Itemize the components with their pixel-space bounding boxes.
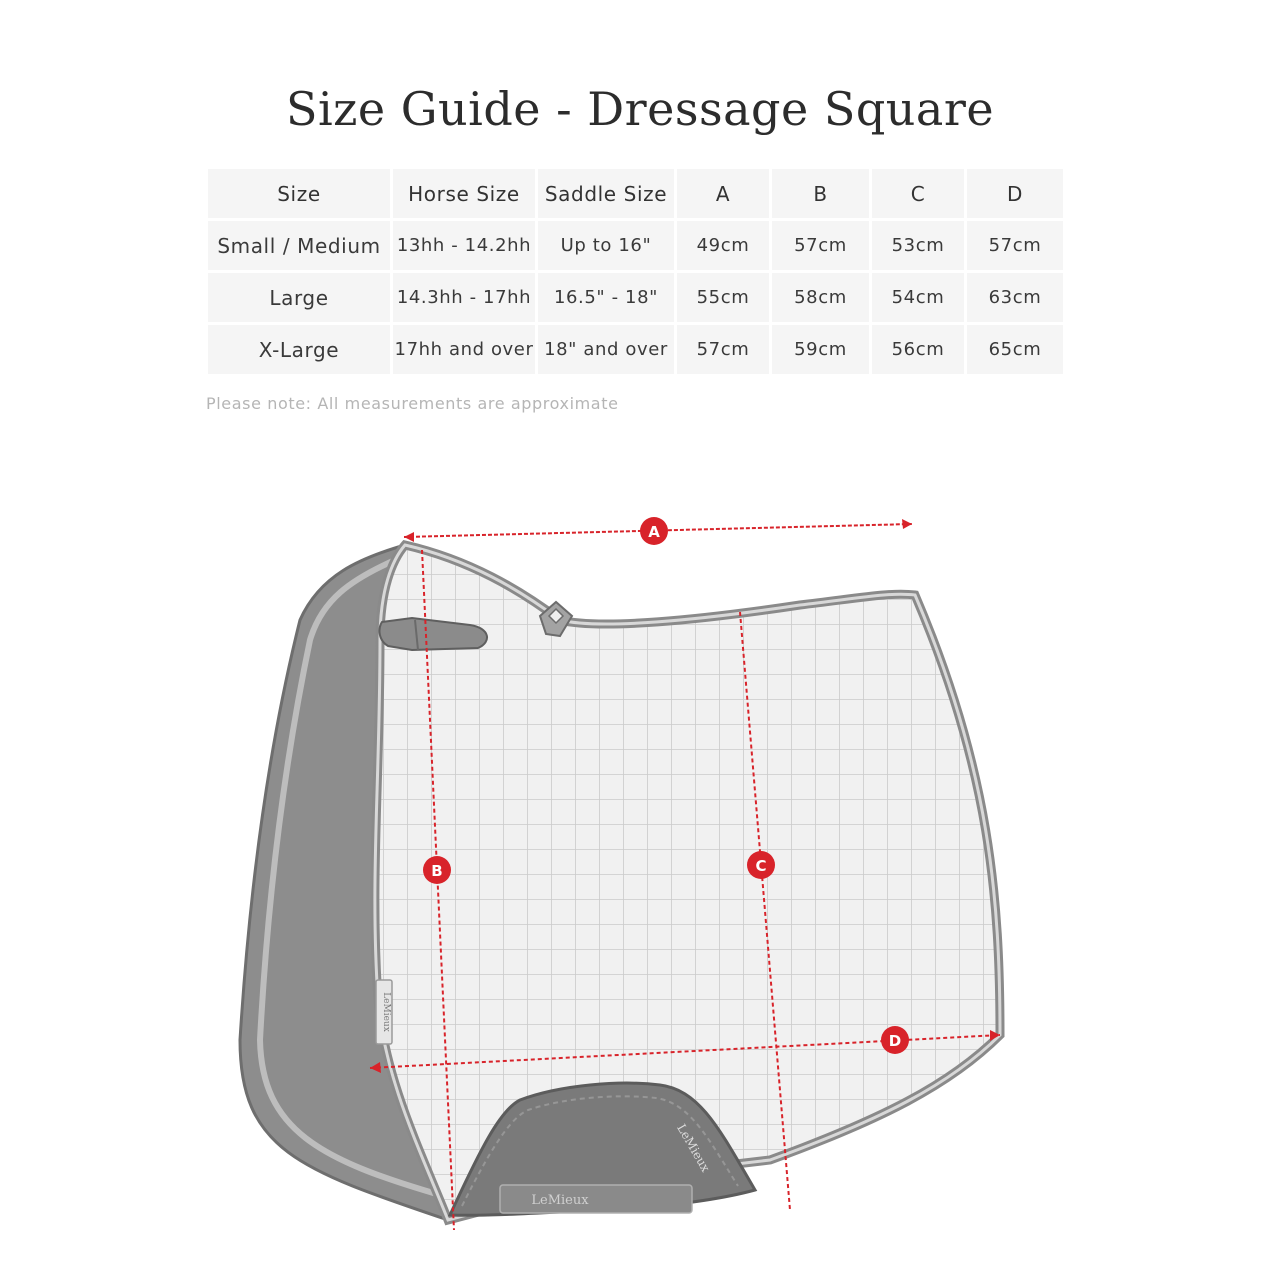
brand-side-text: LeMieux [381, 992, 391, 1032]
size-table [205, 166, 1066, 377]
table-cell: 14.3hh - 17hh [393, 273, 535, 322]
marker-c-label: C [755, 857, 767, 875]
table-cell: 17hh and over [393, 325, 535, 374]
table-cell: X-Large [208, 325, 390, 374]
marker-a-label: A [648, 523, 660, 541]
table-cell: 58cm [772, 273, 869, 322]
marker-c [747, 851, 775, 879]
table-cell: 49cm [677, 221, 769, 270]
brand-side-tag [376, 980, 392, 1044]
column-header: A [677, 169, 769, 218]
table-row [208, 273, 1063, 322]
table-cell: 57cm [967, 221, 1063, 270]
table-cell: 56cm [872, 325, 964, 374]
column-header: D [967, 169, 1063, 218]
table-cell: 54cm [872, 273, 964, 322]
table-cell: 63cm [967, 273, 1063, 322]
column-header: B [772, 169, 869, 218]
marker-d-label: D [888, 1032, 902, 1050]
column-header: Horse Size [393, 169, 535, 218]
table-cell: Large [208, 273, 390, 322]
table-cell: 13hh - 14.2hh [393, 221, 535, 270]
marker-b-label: B [431, 862, 443, 880]
table-row [208, 221, 1063, 270]
page-title: Size Guide - Dressage Square [285, 82, 995, 136]
brand-patch-text: LeMieux [531, 1193, 589, 1208]
table-cell: 18" and over [538, 325, 674, 374]
table-cell: 53cm [872, 221, 964, 270]
marker-b [423, 856, 451, 884]
brand-corner-text: LeMieux [674, 1121, 713, 1175]
table-cell: Up to 16" [538, 221, 674, 270]
table-cell: 57cm [677, 325, 769, 374]
table-cell: 59cm [772, 325, 869, 374]
table-cell: 65cm [967, 325, 1063, 374]
column-header: Size [208, 169, 390, 218]
table-cell: 57cm [772, 221, 869, 270]
saddle-pad-diagram [0, 440, 1280, 1280]
marker-a [640, 517, 668, 545]
column-header: Saddle Size [538, 169, 674, 218]
table-header-row [208, 169, 1063, 218]
table-cell: Small / Medium [208, 221, 390, 270]
table-row [208, 325, 1063, 374]
column-header: C [872, 169, 964, 218]
table-cell: 16.5" - 18" [538, 273, 674, 322]
marker-d [881, 1026, 909, 1054]
table-cell: 55cm [677, 273, 769, 322]
measurement-note: Please note: All measurements are approximate [206, 394, 619, 413]
